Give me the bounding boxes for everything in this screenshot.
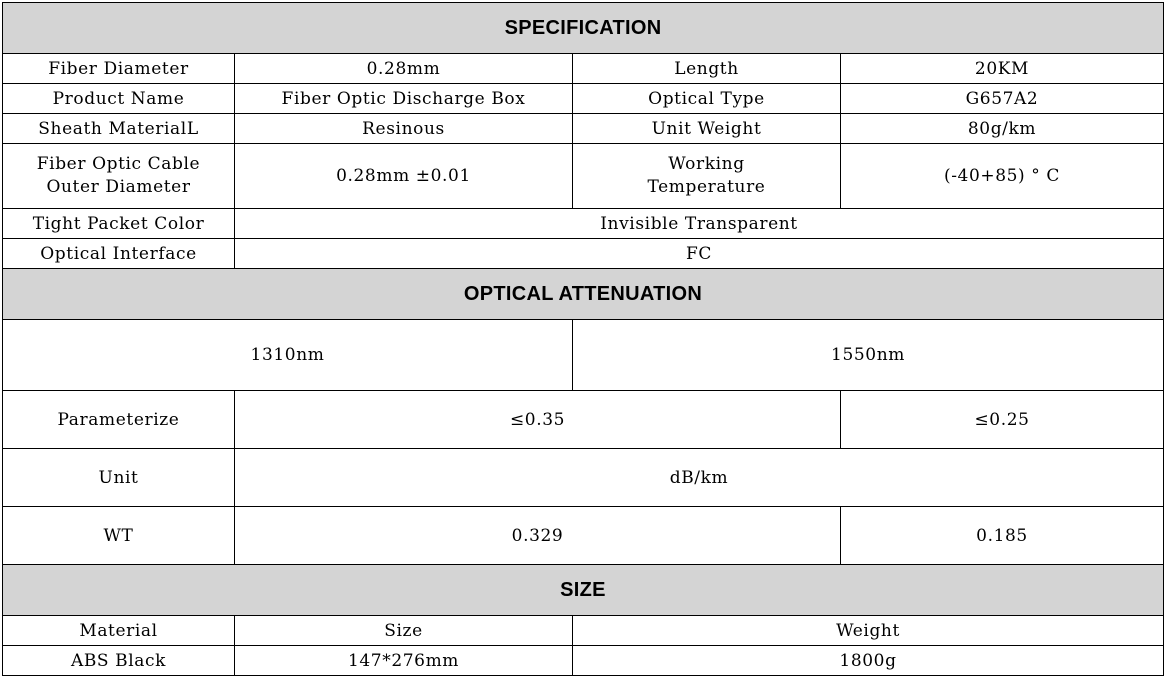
value-working-temperature: (-40+85) ° C bbox=[841, 144, 1164, 209]
value-unit: dB/km bbox=[235, 449, 1164, 507]
table-row bbox=[3, 449, 1164, 507]
value-fiber-optic-cable-outer-diameter: 0.28mm ±0.01 bbox=[235, 144, 573, 209]
label-unit: Unit bbox=[3, 449, 235, 507]
label-wt: WT bbox=[3, 507, 235, 565]
table-row bbox=[3, 239, 1164, 269]
value-material: ABS Black bbox=[3, 646, 235, 676]
value-wt-1310: 0.329 bbox=[235, 507, 841, 565]
value-wavelength-1550: 1550nm bbox=[573, 320, 1164, 391]
value-product-name: Fiber Optic Discharge Box bbox=[235, 84, 573, 114]
value-optical-interface: FC bbox=[235, 239, 1164, 269]
table-row bbox=[3, 616, 1164, 646]
label-line-1: Fiber Optic Cable bbox=[36, 154, 201, 175]
label-sheath-material: Sheath MaterialL bbox=[3, 114, 235, 144]
section-header-optical-attenuation: OPTICAL ATTENUATION bbox=[3, 269, 1164, 320]
value-length: 20KM bbox=[841, 54, 1164, 84]
table-row bbox=[3, 144, 1164, 209]
value-parameterize-1550: ≤0.25 bbox=[841, 391, 1164, 449]
table-row bbox=[3, 84, 1164, 114]
value-wavelength-1310: 1310nm bbox=[3, 320, 573, 391]
product-specification-table bbox=[2, 2, 1164, 676]
label-fiber-diameter: Fiber Diameter bbox=[3, 54, 235, 84]
value-size: 147*276mm bbox=[235, 646, 573, 676]
table-row bbox=[3, 507, 1164, 565]
table-row bbox=[3, 54, 1164, 84]
label-parameterize: Parameterize bbox=[3, 391, 235, 449]
header-size: Size bbox=[235, 616, 573, 646]
table-row bbox=[3, 646, 1164, 676]
section-header-specification: SPECIFICATION bbox=[3, 3, 1164, 54]
table-row bbox=[3, 114, 1164, 144]
label-length: Length bbox=[573, 54, 841, 84]
label-working-temperature bbox=[573, 144, 841, 209]
value-weight: 1800g bbox=[573, 646, 1164, 676]
label-product-name: Product Name bbox=[3, 84, 235, 114]
specification-section-row bbox=[3, 3, 1164, 54]
label-line-2: Temperature bbox=[647, 177, 766, 197]
label-line-2: Outer Diameter bbox=[46, 177, 191, 197]
value-wt-1550: 0.185 bbox=[841, 507, 1164, 565]
label-line-1: Working bbox=[668, 154, 745, 175]
label-tight-packet-color: Tight Packet Color bbox=[3, 209, 235, 239]
value-optical-type: G657A2 bbox=[841, 84, 1164, 114]
optical-attenuation-section-row bbox=[3, 269, 1164, 320]
header-weight: Weight bbox=[573, 616, 1164, 646]
table-row bbox=[3, 320, 1164, 391]
value-unit-weight: 80g/km bbox=[841, 114, 1164, 144]
value-fiber-diameter: 0.28mm bbox=[235, 54, 573, 84]
label-optical-interface: Optical Interface bbox=[3, 239, 235, 269]
label-fiber-optic-cable-outer-diameter bbox=[3, 144, 235, 209]
value-sheath-material: Resinous bbox=[235, 114, 573, 144]
table-row bbox=[3, 209, 1164, 239]
table-row bbox=[3, 391, 1164, 449]
header-material: Material bbox=[3, 616, 235, 646]
label-optical-type: Optical Type bbox=[573, 84, 841, 114]
label-unit-weight: Unit Weight bbox=[573, 114, 841, 144]
value-tight-packet-color: Invisible Transparent bbox=[235, 209, 1164, 239]
section-header-size: SIZE bbox=[3, 565, 1164, 616]
size-section-row bbox=[3, 565, 1164, 616]
value-parameterize-1310: ≤0.35 bbox=[235, 391, 841, 449]
